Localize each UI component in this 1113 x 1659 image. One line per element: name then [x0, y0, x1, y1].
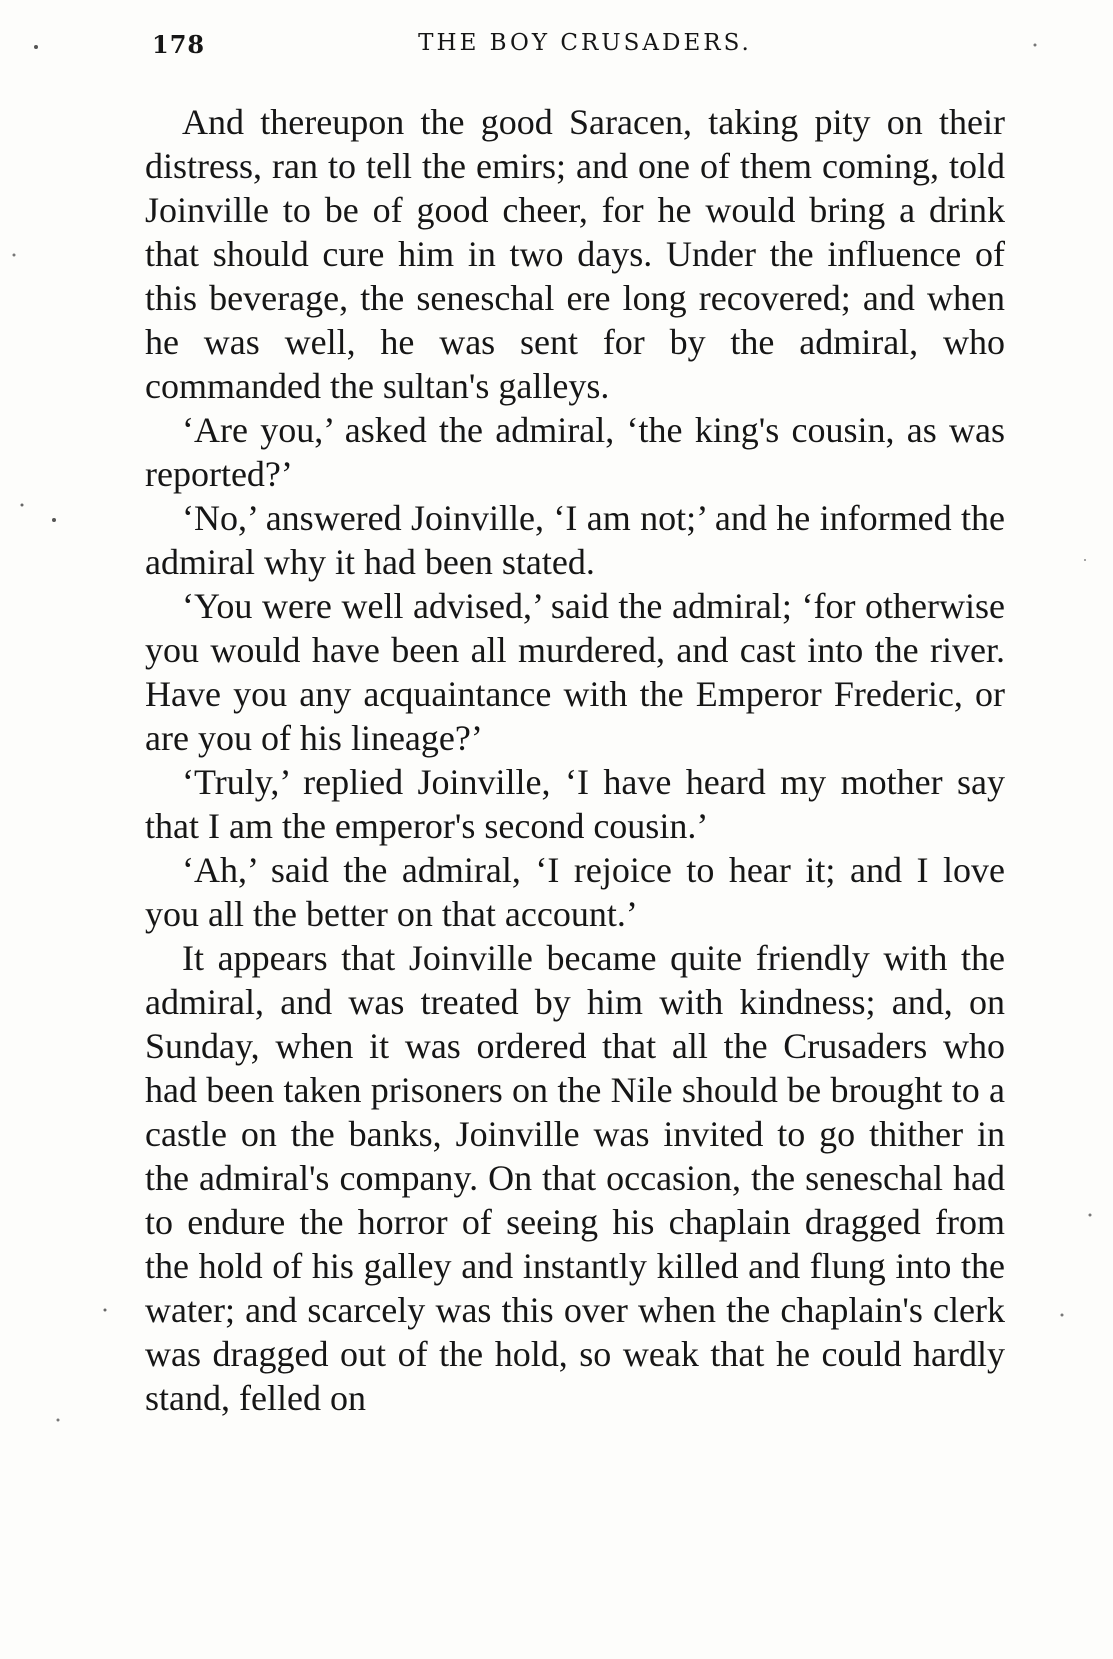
- paragraph: ‘Ah,’ said the admiral, ‘I rejoice to hear it; and I love you all the better on that account.’: [145, 850, 1005, 934]
- paragraph: And thereupon the good Saracen, taking pity on their distress, ran to tell the emirs; and one of them coming, told Joinville to be of good cheer, for he would bring a drink that should cure him in two days. Under the influence of this beverage, the seneschal ere long recovered; and when he was well, he was sent for by the admiral, who commanded the sultan's galleys.: [145, 102, 1005, 406]
- paragraph: It appears that Joinville became quite friendly with the admiral, and was treated by him with kindness; and, on Sunday, when it was ordered that all the Crusaders who had been taken prisoners on the Nile should be brought to a castle on the banks, Joinville was invited to go thither in the admiral's company. On that occasion, the seneschal had to endure the horror of seeing his chaplain dragged from the hold of his galley and instantly killed and flung into the water; and scarcely was this over when the chaplain's clerk was dragged out of the hold, so weak that he could hardly stand, felled on: [145, 938, 1005, 1418]
- paragraph: ‘No,’ answered Joinville, ‘I am not;’ and he informed the admiral why it had been stated.: [145, 498, 1005, 582]
- paragraph: ‘Truly,’ replied Joinville, ‘I have heard my mother say that I am the emperor's second cousin.’: [145, 762, 1005, 846]
- body-text: [145, 100, 1005, 1420]
- paragraph: ‘Are you,’ asked the admiral, ‘the king's cousin, as was reported?’: [145, 410, 1005, 494]
- page-header: [140, 30, 1040, 70]
- running-title: THE BOY CRUSADERS.: [418, 30, 752, 56]
- paragraph: ‘You were well advised,’ said the admiral; ‘for otherwise you would have been all murdered, and cast into the river. Have you any acquaintance with the Emperor Frederic, or are you of his lineage?’: [145, 586, 1005, 758]
- page-number: 178: [152, 30, 206, 59]
